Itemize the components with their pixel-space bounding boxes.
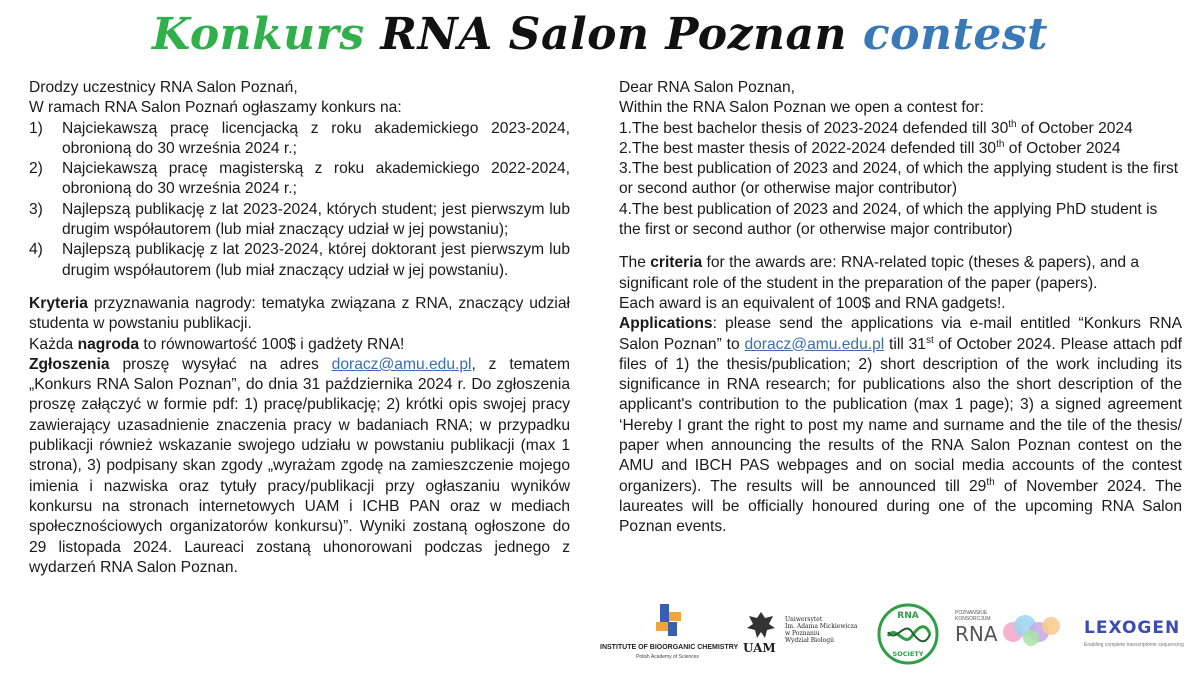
pl-criteria [29, 294, 570, 335]
en-contest-item [619, 139, 1182, 159]
lexogen-logo [1084, 618, 1184, 658]
en-criteria-label: criteria [650, 254, 703, 272]
pl-criteria-text: przyznawania nagrody: tematyka związana z RNA, znaczący udział studenta w powstaniu publikacji. [29, 294, 570, 333]
pl-award-pre: Każda [29, 335, 78, 353]
pl-contest-list [29, 119, 570, 281]
page-title [0, 6, 1200, 64]
pl-item-number: 1) [29, 119, 43, 137]
pl-item-number: 2) [29, 160, 43, 178]
pl-applications [29, 355, 570, 578]
rna-society-emblem-icon [876, 602, 940, 666]
en-apps-sup-st: st [925, 334, 934, 346]
pl-item-number: 3) [29, 200, 43, 218]
pl-item-text: Najciekawszą pracę licencjacką z roku akademickiego 2023-2024, obronioną do 30 września 2024 r.; [62, 119, 570, 157]
en-contest-item [619, 159, 1182, 200]
en-apps-pre: : please send the applications via e-mail entitled “Konkurs RNA Salon Poznan” to [619, 315, 1182, 353]
pl-criteria-label: Kryteria [29, 294, 88, 312]
pk-rna-big-text: RNA [955, 622, 998, 646]
polish-column [29, 78, 570, 578]
rna-society-top-text: RNA [897, 611, 919, 621]
rna-society-logo [876, 602, 940, 666]
rna-society-bottom-text: SOCIETY [892, 650, 924, 658]
en-item-text: 4.The best publication of 2023 and 2024, of which the applying PhD student is the first or second author (or otherwise major contributor) [619, 200, 1158, 239]
en-contest-item [619, 119, 1182, 139]
pl-apps-label: Zgłoszenia [29, 355, 110, 373]
en-criteria [619, 253, 1182, 294]
pl-item-text: Najlepszą publikację z lat 2023-2024, których student; jest pierwszym lub drugim współautorem (lub miał znaczący udział w jej powstaniu); [62, 200, 570, 239]
pl-item-number: 4) [29, 241, 43, 259]
title-part-konkurs: Konkurs [152, 9, 365, 60]
uam-eagle-icon [745, 610, 777, 640]
sponsor-logos [600, 600, 1190, 670]
en-item-sup: th [1008, 118, 1017, 130]
pl-item-text: Najlepszą publikację z lat 2023-2024, której doktorant jest pierwszym lub drugim współautorem (lub miał znaczący udział w jej powstaniu). [62, 241, 570, 279]
en-criteria-text: for the awards are: RNA-related topic (theses & papers), and a significant role of the student in the preparation of the paper (papers). [619, 254, 1140, 292]
ibch-subtitle: Polish Academy of Sciences [636, 654, 699, 660]
title-part-contest: contest [862, 9, 1048, 60]
pl-award-text: to równowartość 100$ i gadżety RNA! [139, 335, 405, 353]
pl-email-link[interactable]: doracz@amu.edu.pl [331, 355, 472, 373]
en-item-text: 2.The best master thesis of 2022-2024 defended till 30 [619, 139, 997, 157]
pl-intro: W ramach RNA Salon Poznań ogłaszamy konkurs na: [29, 99, 402, 117]
lexogen-wordmark: LEXOGEN [1084, 618, 1181, 638]
pl-contest-item [29, 240, 570, 281]
pl-award [29, 335, 570, 355]
en-contest-list [619, 119, 1182, 241]
en-email-link[interactable]: doracz@amu.edu.pl [744, 335, 885, 353]
en-item-text: 1.The best bachelor thesis of 2023-2024 defended till 30 [619, 119, 1009, 137]
en-apps-label: Applications [619, 315, 713, 333]
ibch-emblem-icon [600, 600, 735, 640]
pl-greeting: Drodzy uczestnicy RNA Salon Poznań, [29, 79, 298, 96]
uam-abbr: UAM [743, 641, 776, 655]
pl-apps-pre: proszę wysyłać na adres [109, 355, 332, 373]
en-apps-mid: till 31 [884, 335, 926, 353]
english-column [619, 78, 1182, 538]
pl-contest-item [29, 159, 570, 200]
pl-contest-item [29, 200, 570, 241]
en-item-text-end: of October 2024 [1016, 119, 1133, 137]
en-intro: Within the RNA Salon Poznan we open a contest for: [619, 99, 984, 117]
pl-contest-item [29, 119, 570, 160]
en-contest-item [619, 200, 1182, 241]
pl-award-label: nagroda [77, 335, 140, 353]
lexogen-tagline: Enabling complete transcriptome sequencing [1084, 642, 1184, 648]
title-part-rna-salon: RNA Salon Poznan [380, 9, 848, 60]
pl-item-text: Najciekawszą pracę magisterską z roku akademickiego 2022-2024, obronioną do 30 września 2024 r.; [62, 160, 570, 198]
uam-text: Uniwersytet Im. Adama Mickiewicza w Poznaniu Wydział Biologii [785, 616, 858, 644]
en-award: Each award is an equivalent of 100$ and RNA gadgets!. [619, 294, 1006, 312]
en-greeting: Dear RNA Salon Poznan, [619, 79, 795, 96]
pk-rna-small-text: POZNAŃSKIE KONSORCJUM [955, 610, 991, 622]
uam-logo [743, 608, 863, 663]
en-item-sup: th [996, 138, 1005, 150]
pk-rna-circles-icon [1001, 610, 1063, 650]
en-item-text-end: of October 2024 [1004, 139, 1121, 157]
ibch-name: INSTITUTE OF BIOORGANIC CHEMISTRY [600, 644, 739, 651]
en-apps-text: of October 2024. Please attach pdf files of 1) the thesis/publication; 2) short description of the work including its significance in RNA research; for publications also the short description of the applicant's contribution to the publication (max 1 page); 3) a signed agreement ‘Hereby I grant the right to post my name and surname and the tile of the thesis/ paper when announcing the results of the RNA Salon Poznan contest on the AMU and IBCH PAS webpages and on social media accounts of the contest organizers). The results will be announced till 29 [619, 335, 1182, 495]
en-item-text: 3.The best publication of 2023 and 2024, of which the applying student is the first or second author (or otherwise major contributor) [619, 160, 1179, 198]
en-apps-sup-th: th [986, 476, 995, 488]
pl-apps-text: , z tematem „Konkurs RNA Salon Poznan”, do dnia 31 października 2024 r. Do zgłoszenia proszę załączyć w formie pdf: 1) pracę/publikację; 2) krótki opis swojej pracy zawierający uzasadnienie znaczenia pracy w badaniach RNA; w przypadku publikacji również wskazanie swojego udziału w powstaniu publikacji (max 1 strona), 3) podpisany skan zgody „wyrażam zgodę na zamieszczenie mojego imienia i nazwiska oraz tytuły pracy/publikacji przy ogłaszaniu wyników konkursu na stronach internetowych UAM i ICHB PAN oraz w mediach społecznościowych organizatorów konkursu)”. Wyniki zostaną ogłoszone do 29 listopada 2024. Laureaci zostaną uhonorowani podczas jednego z wydarzeń RNA Salon Poznan. [29, 355, 570, 576]
en-applications [619, 314, 1182, 537]
ibch-logo [600, 600, 739, 668]
pk-rna-logo [955, 610, 1065, 660]
en-apps-end: of November 2024. The laureates will be officially honoured during one of the upcoming RNA Salon Poznan events. [619, 477, 1182, 536]
en-criteria-pre: The [619, 254, 651, 272]
